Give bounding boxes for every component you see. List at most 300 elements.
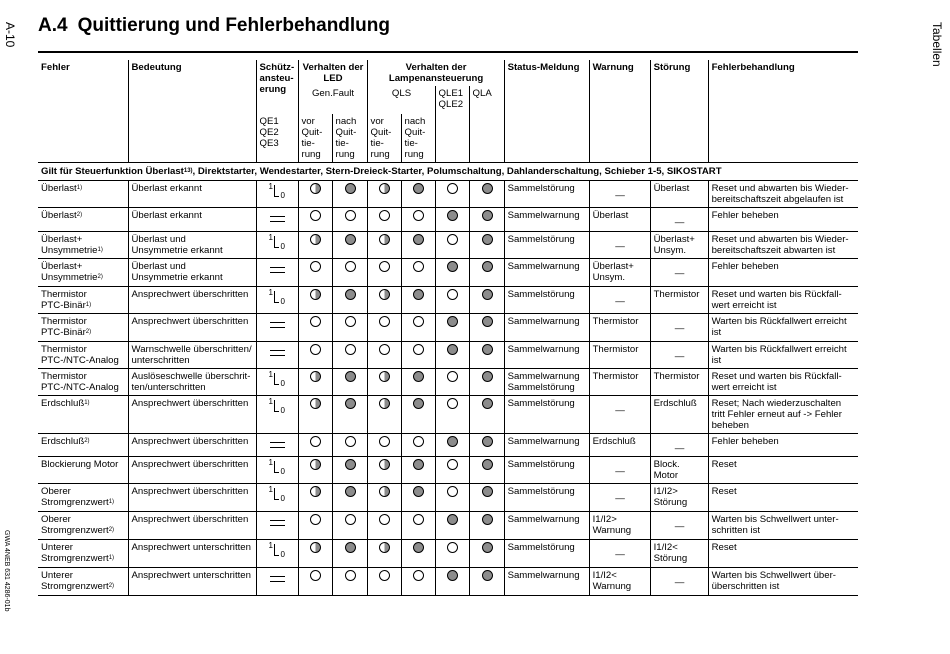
empty-circle-icon	[413, 210, 424, 221]
scope-text	[38, 163, 858, 181]
half-circle-icon	[379, 486, 390, 497]
table-row	[38, 434, 858, 457]
dash-symbol: —	[674, 443, 685, 454]
switch-bottom: 0	[280, 379, 285, 388]
table-row	[38, 457, 858, 484]
cell-fehler	[38, 568, 128, 596]
cell-indicator	[469, 512, 504, 540]
filled-circle-icon	[447, 261, 458, 272]
empty-circle-icon	[413, 514, 424, 525]
col-qe: QE1 QE2 QE3	[256, 114, 298, 163]
cell-behandlung: Reset und warten bis Rückfall- wert erreicht ist	[708, 287, 858, 314]
cell-indicator	[332, 287, 367, 314]
col-qla: QLA	[469, 86, 504, 114]
switch-bottom: 0	[280, 191, 285, 200]
cell-indicator	[332, 208, 367, 232]
cell-behandlung: Warten bis Rückfallwert erreicht ist	[708, 314, 858, 342]
cell-indicator	[435, 396, 469, 434]
cell-warnung	[589, 540, 650, 568]
contactor-switch-icon	[269, 459, 287, 475]
cell-indicator	[367, 434, 401, 457]
cell-behandlung: Fehler beheben	[708, 259, 858, 287]
empty-circle-icon	[310, 316, 321, 327]
cell-schuetz	[256, 540, 298, 568]
col-led-nach: nach Quit- tie- rung	[332, 114, 367, 163]
cell-indicator	[469, 314, 504, 342]
col-bedeutung: Bedeutung	[128, 60, 256, 163]
cell-status: Sammelstörung	[504, 287, 589, 314]
cell-indicator	[469, 287, 504, 314]
fehler-text: Überlast	[41, 210, 77, 221]
empty-circle-icon	[310, 344, 321, 355]
footnote-ref: 1)	[84, 400, 90, 406]
cell-status: Sammelwarnung Sammelstörung	[504, 369, 589, 396]
cell-indicator	[435, 287, 469, 314]
fehler-text: Thermistor PTC-/NTC-Analog	[41, 344, 119, 366]
empty-circle-icon	[413, 570, 424, 581]
half-circle-icon	[310, 371, 321, 382]
switch-bottom: 0	[280, 494, 285, 503]
cell-stoerung	[650, 568, 708, 596]
dash-symbol: —	[615, 549, 625, 560]
empty-circle-icon	[413, 316, 424, 327]
empty-circle-icon	[379, 514, 390, 525]
filled-circle-icon	[482, 289, 493, 300]
empty-circle-icon	[345, 344, 356, 355]
empty-circle-icon	[310, 210, 321, 221]
section-title	[38, 15, 390, 37]
footnote-ref: 1)	[76, 185, 83, 191]
table-row	[38, 369, 858, 396]
cell-fehler	[38, 484, 128, 512]
col-status: Status-Meldung	[504, 60, 589, 163]
table-body	[38, 181, 858, 596]
contactor-switch-icon	[269, 371, 287, 387]
fehler-text: Oberer Stromgrenzwert	[41, 514, 109, 536]
cell-indicator	[298, 369, 332, 396]
cell-indicator	[435, 181, 469, 208]
cell-schuetz	[256, 434, 298, 457]
fehler-text: Überlast+ Unsymmetrie	[41, 234, 98, 256]
cell-warnung	[589, 287, 650, 314]
filled-circle-icon	[482, 436, 493, 447]
cell-fehler	[38, 540, 128, 568]
cell-behandlung: Reset	[708, 484, 858, 512]
cell-status: Sammelwarnung	[504, 314, 589, 342]
col-led-vor: vor Quit- tie- rung	[298, 114, 332, 163]
cell-status: Sammelstörung	[504, 232, 589, 259]
cell-behandlung: Warten bis Schwellwert über- überschritten ist	[708, 568, 858, 596]
cell-indicator	[401, 568, 435, 596]
fehler-text: Erdschluß	[41, 398, 85, 409]
cell-status: Sammelwarnung	[504, 259, 589, 287]
cell-indicator	[367, 369, 401, 396]
cell-warnung: I1/I2> Warnung	[589, 512, 650, 540]
cell-indicator	[298, 342, 332, 369]
half-circle-icon	[310, 234, 321, 245]
table-row	[38, 208, 858, 232]
cell-indicator	[401, 396, 435, 434]
cell-stoerung: I1/I2< Störung	[650, 540, 708, 568]
cell-indicator	[367, 484, 401, 512]
cell-warnung	[589, 484, 650, 512]
cell-status: Sammelwarnung	[504, 342, 589, 369]
cell-behandlung: Warten bis Rückfallwert erreicht ist	[708, 342, 858, 369]
filled-circle-icon	[482, 183, 493, 194]
cell-fehler	[38, 232, 128, 259]
cell-warnung: Thermistor	[589, 369, 650, 396]
empty-circle-icon	[413, 436, 424, 447]
filled-circle-icon	[345, 234, 356, 245]
cell-stoerung	[650, 512, 708, 540]
cell-indicator	[401, 342, 435, 369]
footnote-ref: 1)	[108, 555, 115, 561]
cell-indicator	[401, 540, 435, 568]
cell-indicator	[367, 259, 401, 287]
cell-stoerung	[650, 434, 708, 457]
fehler-text: Unterer Stromgrenzwert	[41, 570, 109, 592]
cell-schuetz	[256, 484, 298, 512]
half-circle-icon	[379, 234, 390, 245]
cell-indicator	[401, 314, 435, 342]
cell-behandlung: Reset; Nach wiederzuschalten tritt Fehler erneut auf -> Fehler beheben	[708, 396, 858, 434]
cell-behandlung: Fehler beheben	[708, 434, 858, 457]
table-row	[38, 540, 858, 568]
switch-bottom: 0	[280, 406, 285, 415]
col-qle-empty	[435, 114, 469, 163]
switch-bottom: 0	[280, 297, 285, 306]
cell-fehler	[38, 259, 128, 287]
cell-bedeutung: Ansprechwert überschritten	[128, 457, 256, 484]
cell-schuetz	[256, 181, 298, 208]
error-handling-table	[38, 60, 858, 596]
cell-indicator	[298, 457, 332, 484]
fehler-text: Überlast	[41, 183, 77, 194]
cell-schuetz	[256, 396, 298, 434]
cell-warnung: Überlast	[589, 208, 650, 232]
cell-status: Sammelstörung	[504, 457, 589, 484]
cell-bedeutung: Überlast erkannt	[128, 208, 256, 232]
cell-indicator	[298, 232, 332, 259]
cell-indicator	[469, 568, 504, 596]
col-warnung: Warnung	[589, 60, 650, 163]
filled-circle-icon	[345, 289, 356, 300]
fehler-text: Überlast+ Unsymmetrie	[41, 261, 98, 283]
empty-circle-icon	[379, 344, 390, 355]
table-row	[38, 342, 858, 369]
table-row	[38, 181, 858, 208]
cell-indicator	[435, 568, 469, 596]
dash-symbol: —	[674, 521, 685, 532]
filled-circle-icon	[413, 459, 424, 470]
cell-indicator	[401, 369, 435, 396]
cell-indicator	[298, 181, 332, 208]
scope-text-rest: , Direktstarter, Wendestarter, Stern-Dreieck-Starter, Polumschaltung, Dahlanderschaltung, Schieber 1-5, SIKOSTART	[192, 166, 722, 177]
empty-circle-icon	[310, 261, 321, 272]
cell-bedeutung: Ansprechwert unterschritten	[128, 568, 256, 596]
switch-top: 1	[268, 485, 273, 494]
empty-circle-icon	[447, 459, 458, 470]
filled-circle-icon	[413, 542, 424, 553]
empty-circle-icon	[310, 570, 321, 581]
empty-circle-icon	[379, 261, 390, 272]
cell-bedeutung: Überlast und Unsymmetrie erkannt	[128, 259, 256, 287]
cell-bedeutung: Ansprechwert überschritten	[128, 314, 256, 342]
footnote-ref: 2)	[84, 438, 90, 444]
cell-stoerung: Überlast	[650, 181, 708, 208]
cell-indicator	[298, 568, 332, 596]
cell-schuetz	[256, 512, 298, 540]
cell-stoerung: Thermistor	[650, 369, 708, 396]
cell-stoerung	[650, 314, 708, 342]
switch-top: 1	[268, 397, 273, 406]
half-circle-icon	[310, 542, 321, 553]
fehler-text: Unterer Stromgrenzwert	[41, 542, 109, 564]
cell-indicator	[332, 512, 367, 540]
filled-circle-icon	[482, 570, 493, 581]
cell-warnung: Überlast+ Unsym.	[589, 259, 650, 287]
footnote-ref: 2)	[97, 274, 103, 280]
contactor-off-icon	[270, 216, 285, 222]
cell-fehler	[38, 369, 128, 396]
cell-indicator	[469, 396, 504, 434]
empty-circle-icon	[345, 570, 356, 581]
cell-indicator	[367, 540, 401, 568]
col-stoerung: Störung	[650, 60, 708, 163]
dash-symbol: —	[674, 577, 685, 588]
half-circle-icon	[379, 542, 390, 553]
cell-indicator	[332, 434, 367, 457]
fehler-text: Blockierung Motor	[41, 459, 119, 470]
cell-bedeutung: Überlast erkannt	[128, 181, 256, 208]
header-row-1	[38, 60, 858, 86]
cell-indicator	[469, 434, 504, 457]
empty-circle-icon	[447, 234, 458, 245]
cell-indicator	[298, 208, 332, 232]
dash-symbol: —	[674, 351, 685, 362]
cell-schuetz	[256, 568, 298, 596]
fehler-text: Thermistor PTC-Binär	[41, 316, 87, 338]
cell-warnung	[589, 457, 650, 484]
col-fehler: Fehler	[41, 62, 70, 73]
cell-status: Sammelstörung	[504, 396, 589, 434]
col-qls: QLS	[367, 86, 435, 114]
table-row	[38, 314, 858, 342]
cell-warnung: Thermistor	[589, 342, 650, 369]
contactor-off-icon	[270, 267, 285, 273]
page-number: A-10	[3, 22, 17, 48]
table-row	[38, 568, 858, 596]
footnote-ref: 2)	[108, 583, 115, 589]
empty-circle-icon	[345, 316, 356, 327]
cell-indicator	[298, 434, 332, 457]
filled-circle-icon	[345, 459, 356, 470]
filled-circle-icon	[413, 234, 424, 245]
document-code: GWA 4NEB 631 4286-01b	[3, 530, 10, 612]
cell-bedeutung: Ansprechwert unterschritten	[128, 540, 256, 568]
empty-circle-icon	[447, 398, 458, 409]
empty-circle-icon	[345, 210, 356, 221]
cell-indicator	[435, 512, 469, 540]
cell-schuetz	[256, 259, 298, 287]
cell-behandlung: Warten bis Schwellwert unter- schritten ist	[708, 512, 858, 540]
cell-fehler	[38, 314, 128, 342]
scope-text-start: Gilt für Steuerfunktion Überlast	[41, 166, 184, 177]
dash-symbol: —	[615, 466, 625, 477]
cell-indicator	[367, 208, 401, 232]
cell-indicator	[332, 457, 367, 484]
cell-indicator	[332, 484, 367, 512]
cell-status: Sammelwarnung	[504, 568, 589, 596]
cell-bedeutung: Überlast und Unsymmetrie erkannt	[128, 232, 256, 259]
cell-indicator	[367, 457, 401, 484]
cell-fehler	[38, 342, 128, 369]
cell-behandlung: Fehler beheben	[708, 208, 858, 232]
switch-bottom: 0	[280, 550, 285, 559]
cell-indicator	[401, 512, 435, 540]
switch-top: 1	[268, 233, 273, 242]
filled-circle-icon	[482, 542, 493, 553]
cell-fehler	[38, 396, 128, 434]
table-row	[38, 484, 858, 512]
empty-circle-icon	[413, 261, 424, 272]
filled-circle-icon	[413, 289, 424, 300]
scope-footnote: 13)	[183, 168, 193, 174]
cell-indicator	[435, 208, 469, 232]
table-row	[38, 259, 858, 287]
section-number: A.4	[38, 15, 68, 36]
switch-bottom: 0	[280, 467, 285, 476]
cell-warnung	[589, 232, 650, 259]
empty-circle-icon	[310, 436, 321, 447]
cell-indicator	[367, 342, 401, 369]
cell-indicator	[298, 314, 332, 342]
dash-symbol: —	[615, 405, 625, 416]
section-title-text: Quittierung und Fehlerbehandlung	[77, 15, 391, 36]
fehler-text: Thermistor PTC-Binär	[41, 289, 87, 311]
cell-indicator	[469, 232, 504, 259]
cell-indicator	[435, 314, 469, 342]
dash-symbol: —	[615, 190, 625, 201]
empty-circle-icon	[413, 344, 424, 355]
cell-fehler	[38, 512, 128, 540]
half-circle-icon	[379, 183, 390, 194]
filled-circle-icon	[413, 398, 424, 409]
filled-circle-icon	[482, 316, 493, 327]
cell-warnung: Thermistor	[589, 314, 650, 342]
cell-schuetz	[256, 369, 298, 396]
cell-behandlung: Reset und warten bis Rückfall- wert erreicht ist	[708, 369, 858, 396]
filled-circle-icon	[447, 436, 458, 447]
filled-circle-icon	[447, 514, 458, 525]
contactor-off-icon	[270, 576, 285, 582]
cell-indicator	[298, 540, 332, 568]
cell-indicator	[435, 484, 469, 512]
empty-circle-icon	[447, 542, 458, 553]
cell-indicator	[401, 287, 435, 314]
cell-fehler	[38, 287, 128, 314]
half-circle-icon	[379, 459, 390, 470]
cell-indicator	[401, 434, 435, 457]
col-qla-empty	[469, 114, 504, 163]
contactor-off-icon	[270, 322, 285, 328]
switch-top: 1	[268, 458, 273, 467]
cell-status: Sammelwarnung	[504, 434, 589, 457]
empty-circle-icon	[345, 514, 356, 525]
cell-indicator	[367, 314, 401, 342]
cell-indicator	[367, 512, 401, 540]
empty-circle-icon	[379, 316, 390, 327]
filled-circle-icon	[447, 316, 458, 327]
filled-circle-icon	[482, 210, 493, 221]
footnote-ref: 1)	[97, 247, 103, 253]
filled-circle-icon	[482, 398, 493, 409]
cell-bedeutung: Ansprechwert überschritten	[128, 434, 256, 457]
cell-indicator	[435, 259, 469, 287]
half-circle-icon	[310, 289, 321, 300]
filled-circle-icon	[345, 486, 356, 497]
cell-indicator	[435, 434, 469, 457]
table-row	[38, 232, 858, 259]
cell-schuetz	[256, 232, 298, 259]
cell-stoerung: I1/I2> Störung	[650, 484, 708, 512]
fehler-text: Oberer Stromgrenzwert	[41, 486, 109, 508]
filled-circle-icon	[482, 459, 493, 470]
filled-circle-icon	[345, 542, 356, 553]
footnote-ref: 2)	[76, 212, 83, 218]
cell-indicator	[435, 342, 469, 369]
contactor-switch-icon	[269, 234, 287, 250]
col-lampen: Verhalten der Lampenansteuerung	[367, 60, 504, 86]
filled-circle-icon	[345, 398, 356, 409]
title-rule	[38, 51, 858, 53]
filled-circle-icon	[482, 514, 493, 525]
filled-circle-icon	[447, 570, 458, 581]
filled-circle-icon	[482, 234, 493, 245]
empty-circle-icon	[447, 183, 458, 194]
empty-circle-icon	[345, 261, 356, 272]
chapter-label: Tabellen	[930, 22, 944, 67]
cell-behandlung: Reset und abwarten bis Wieder- bereitschaftszeit abgelaufen ist	[708, 181, 858, 208]
empty-circle-icon	[345, 436, 356, 447]
col-qls-nach: nach Quit- tie- rung	[401, 114, 435, 163]
cell-indicator	[435, 369, 469, 396]
empty-circle-icon	[379, 210, 390, 221]
fehler-text: Thermistor PTC-/NTC-Analog	[41, 371, 119, 393]
cell-indicator	[332, 259, 367, 287]
dash-symbol: —	[674, 217, 685, 228]
cell-indicator	[469, 259, 504, 287]
cell-stoerung	[650, 342, 708, 369]
filled-circle-icon	[482, 371, 493, 382]
cell-schuetz	[256, 287, 298, 314]
footnote-ref: 2)	[85, 329, 92, 335]
contactor-switch-icon	[269, 542, 287, 558]
half-circle-icon	[310, 183, 321, 194]
switch-top: 1	[268, 541, 273, 550]
cell-indicator	[435, 232, 469, 259]
cell-bedeutung: Auslöseschwelle überschrit- ten/unterschritten	[128, 369, 256, 396]
cell-indicator	[298, 259, 332, 287]
filled-circle-icon	[482, 344, 493, 355]
cell-stoerung	[650, 208, 708, 232]
dash-symbol: —	[615, 296, 625, 307]
cell-indicator	[298, 396, 332, 434]
cell-fehler	[38, 434, 128, 457]
half-circle-icon	[379, 398, 390, 409]
col-led: Verhalten der LED	[298, 60, 367, 86]
cell-indicator	[332, 314, 367, 342]
